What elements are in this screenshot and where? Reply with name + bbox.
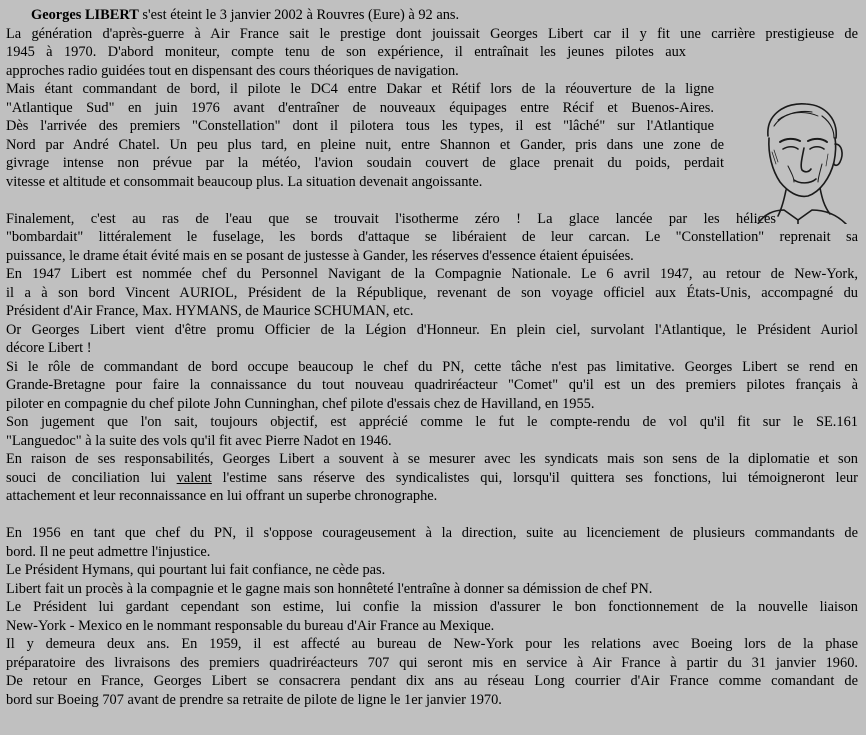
text-line: En 1947 Libert est nommée chef du Personnel Navigant de la Compagnie Nationale. Le 6 avril 1947, au retour de New-York, <box>6 266 858 282</box>
text-line: Mais étant commandant de bord, il pilote le DC4 entre Dakar et Rétif lors de la réouverture de la ligne <box>6 81 714 97</box>
heading-line <box>6 6 858 25</box>
text-line: Si le rôle de commandant de bord occupe beaucoup le chef du PN, cette tâche n'est pas limitative. Georges Libert se rend en <box>6 358 858 375</box>
text-line: Dès l'arrivée des premiers "Constellation" dont il pilotera tous les types, il est "lâché" sur l'Atlantique <box>6 118 714 134</box>
text-line: Grande-Bretagne pour faire la connaissance du tout nouveau quadriréacteur "Comet" qu'il est un des premiers pilotes français à <box>6 377 858 393</box>
heading-text: s'est éteint le 3 janvier 2002 à Rouvres (Eure) à 92 ans. <box>138 7 460 23</box>
text-line: Président d'Air France, Max. HYMANS, de Maurice SCHUMAN, etc. <box>6 303 414 319</box>
text-line: "bombardait" littéralement le fuselage, les bords d'attaque se libéraient de leur carcan. Le "Constellation" reprenait sa <box>6 229 858 245</box>
text-line: attachement et leur reconnaissance en lui offrant un superbe chronographe. <box>6 488 438 504</box>
text-line: En raison de ses responsabilités, Georges Libert a souvent à se mesurer avec les syndicats mais son sens de la diplomatie et son <box>6 451 858 467</box>
text-line: Son jugement que l'on sait, toujours objectif, est apprécié comme le fut le compte-rendu de vol qu'il fit sur le SE.161 <box>6 414 858 430</box>
text-line: "Atlantique Sud" en juin 1976 avant d'entraîner de nouveaux équipages entre Récif et Buenos-Aires. <box>6 99 714 116</box>
text-line: La génération d'après-guerre à Air France sait le prestige dont jouissait Georges Libert car il y fit une carrière prestigieuse de <box>6 25 858 42</box>
text-line: givrage intense non prévue par la météo, l'avion soudain couvert de glace prenait du poids, perdait <box>6 155 724 171</box>
paragraph-gap <box>6 506 858 525</box>
text-line: vitesse et altitude et consommait beaucoup plus. La situation devenait angoissante. <box>6 173 483 190</box>
text-line: Or Georges Libert vient d'être promu Officier de la Légion d'Honneur. En plein ciel, survolant l'Atlantique, le Président Auriol <box>6 321 858 338</box>
text-line: En 1956 en tant que chef du PN, il s'oppose courageusement à la direction, suite au licenciement de plusieurs commandants de <box>6 525 858 541</box>
text-line: décore Libert ! <box>6 340 92 356</box>
text-line: il a à son bord Vincent AURIOL, Président de la République, revenant de son voyage officiel aux États-Unis, accompagné du <box>6 284 858 301</box>
biography-text <box>6 6 858 709</box>
text-line: puissance, le drame était évité mais en se posant de justesse à Gander, les réserves d'essence étaient épuisées. <box>6 247 634 264</box>
text-line: bord. Il ne peut admettre l'injustice. <box>6 543 211 560</box>
text-line: Il y demeura deux ans. En 1959, il est affecté au bureau de New-York pour les relations avec Boeing lors de la phase <box>6 636 858 652</box>
text-line: préparatoire des livraisons des premiers quadriréacteurs 707 qui seront mis en service à Air France à partir du 31 janvier 1960. <box>6 654 858 671</box>
underlined-word: valent <box>176 469 212 486</box>
text-line: Libert fait un procès à la compagnie et le gagne mais son honnêteté l'entraîne à donner sa démission de chef PN. <box>6 580 653 597</box>
portrait-sketch <box>738 92 858 224</box>
paragraph-gap <box>6 191 858 210</box>
text-line: bord sur Boeing 707 avant de prendre sa retraite de pilote de ligne le 1er janvier 1970. <box>6 691 502 708</box>
text-fragment: l'estime sans réserve des syndicalistes qui, lorsqu'il quittera ses fonctions, lui témoigneront leur <box>211 469 858 486</box>
text-line: approches radio guidées tout en dispensant des cours théoriques de navigation. <box>6 62 459 79</box>
text-line: "Languedoc" à la suite des vols qu'il fit avec Pierre Nadot en 1946. <box>6 432 392 449</box>
text-line: De retour en France, Georges Libert se consacrera pendant dix ans au réseau Long courrier d'Air France comme comandant de <box>6 673 858 689</box>
text-line: Finalement, c'est au ras de l'eau que se trouvait l'isotherme zéro ! La glace lancée par les hélices <box>6 210 776 227</box>
text-line: piloter en compagnie du chef pilote John Cunninghan, chef pilote d'essais chez de Havilland, en 1955. <box>6 395 595 412</box>
person-name: Georges LIBERT <box>31 7 139 23</box>
text-line: 1945 à 1970. D'abord moniteur, compte tenu de son expérience, il entraînait les jeunes pilotes aux <box>6 44 686 60</box>
text-line: Nord par André Chatel. Un peu plus tard, en pleine nuit, entre Shannon et Gander, pris dans une zone de <box>6 136 724 153</box>
text-line: Le Président lui gardant cependant son estime, lui confie la mission d'assurer le bon fonctionnement de la nouvelle liaison <box>6 599 858 615</box>
text-line <box>6 469 858 488</box>
text-fragment: souci de conciliation lui <box>6 469 177 486</box>
text-line: Le Président Hymans, qui pourtant lui fait confiance, ne cède pas. <box>6 562 386 578</box>
text-line: New-York - Mexico en le nommant responsable du bureau d'Air France au Mexique. <box>6 617 495 634</box>
